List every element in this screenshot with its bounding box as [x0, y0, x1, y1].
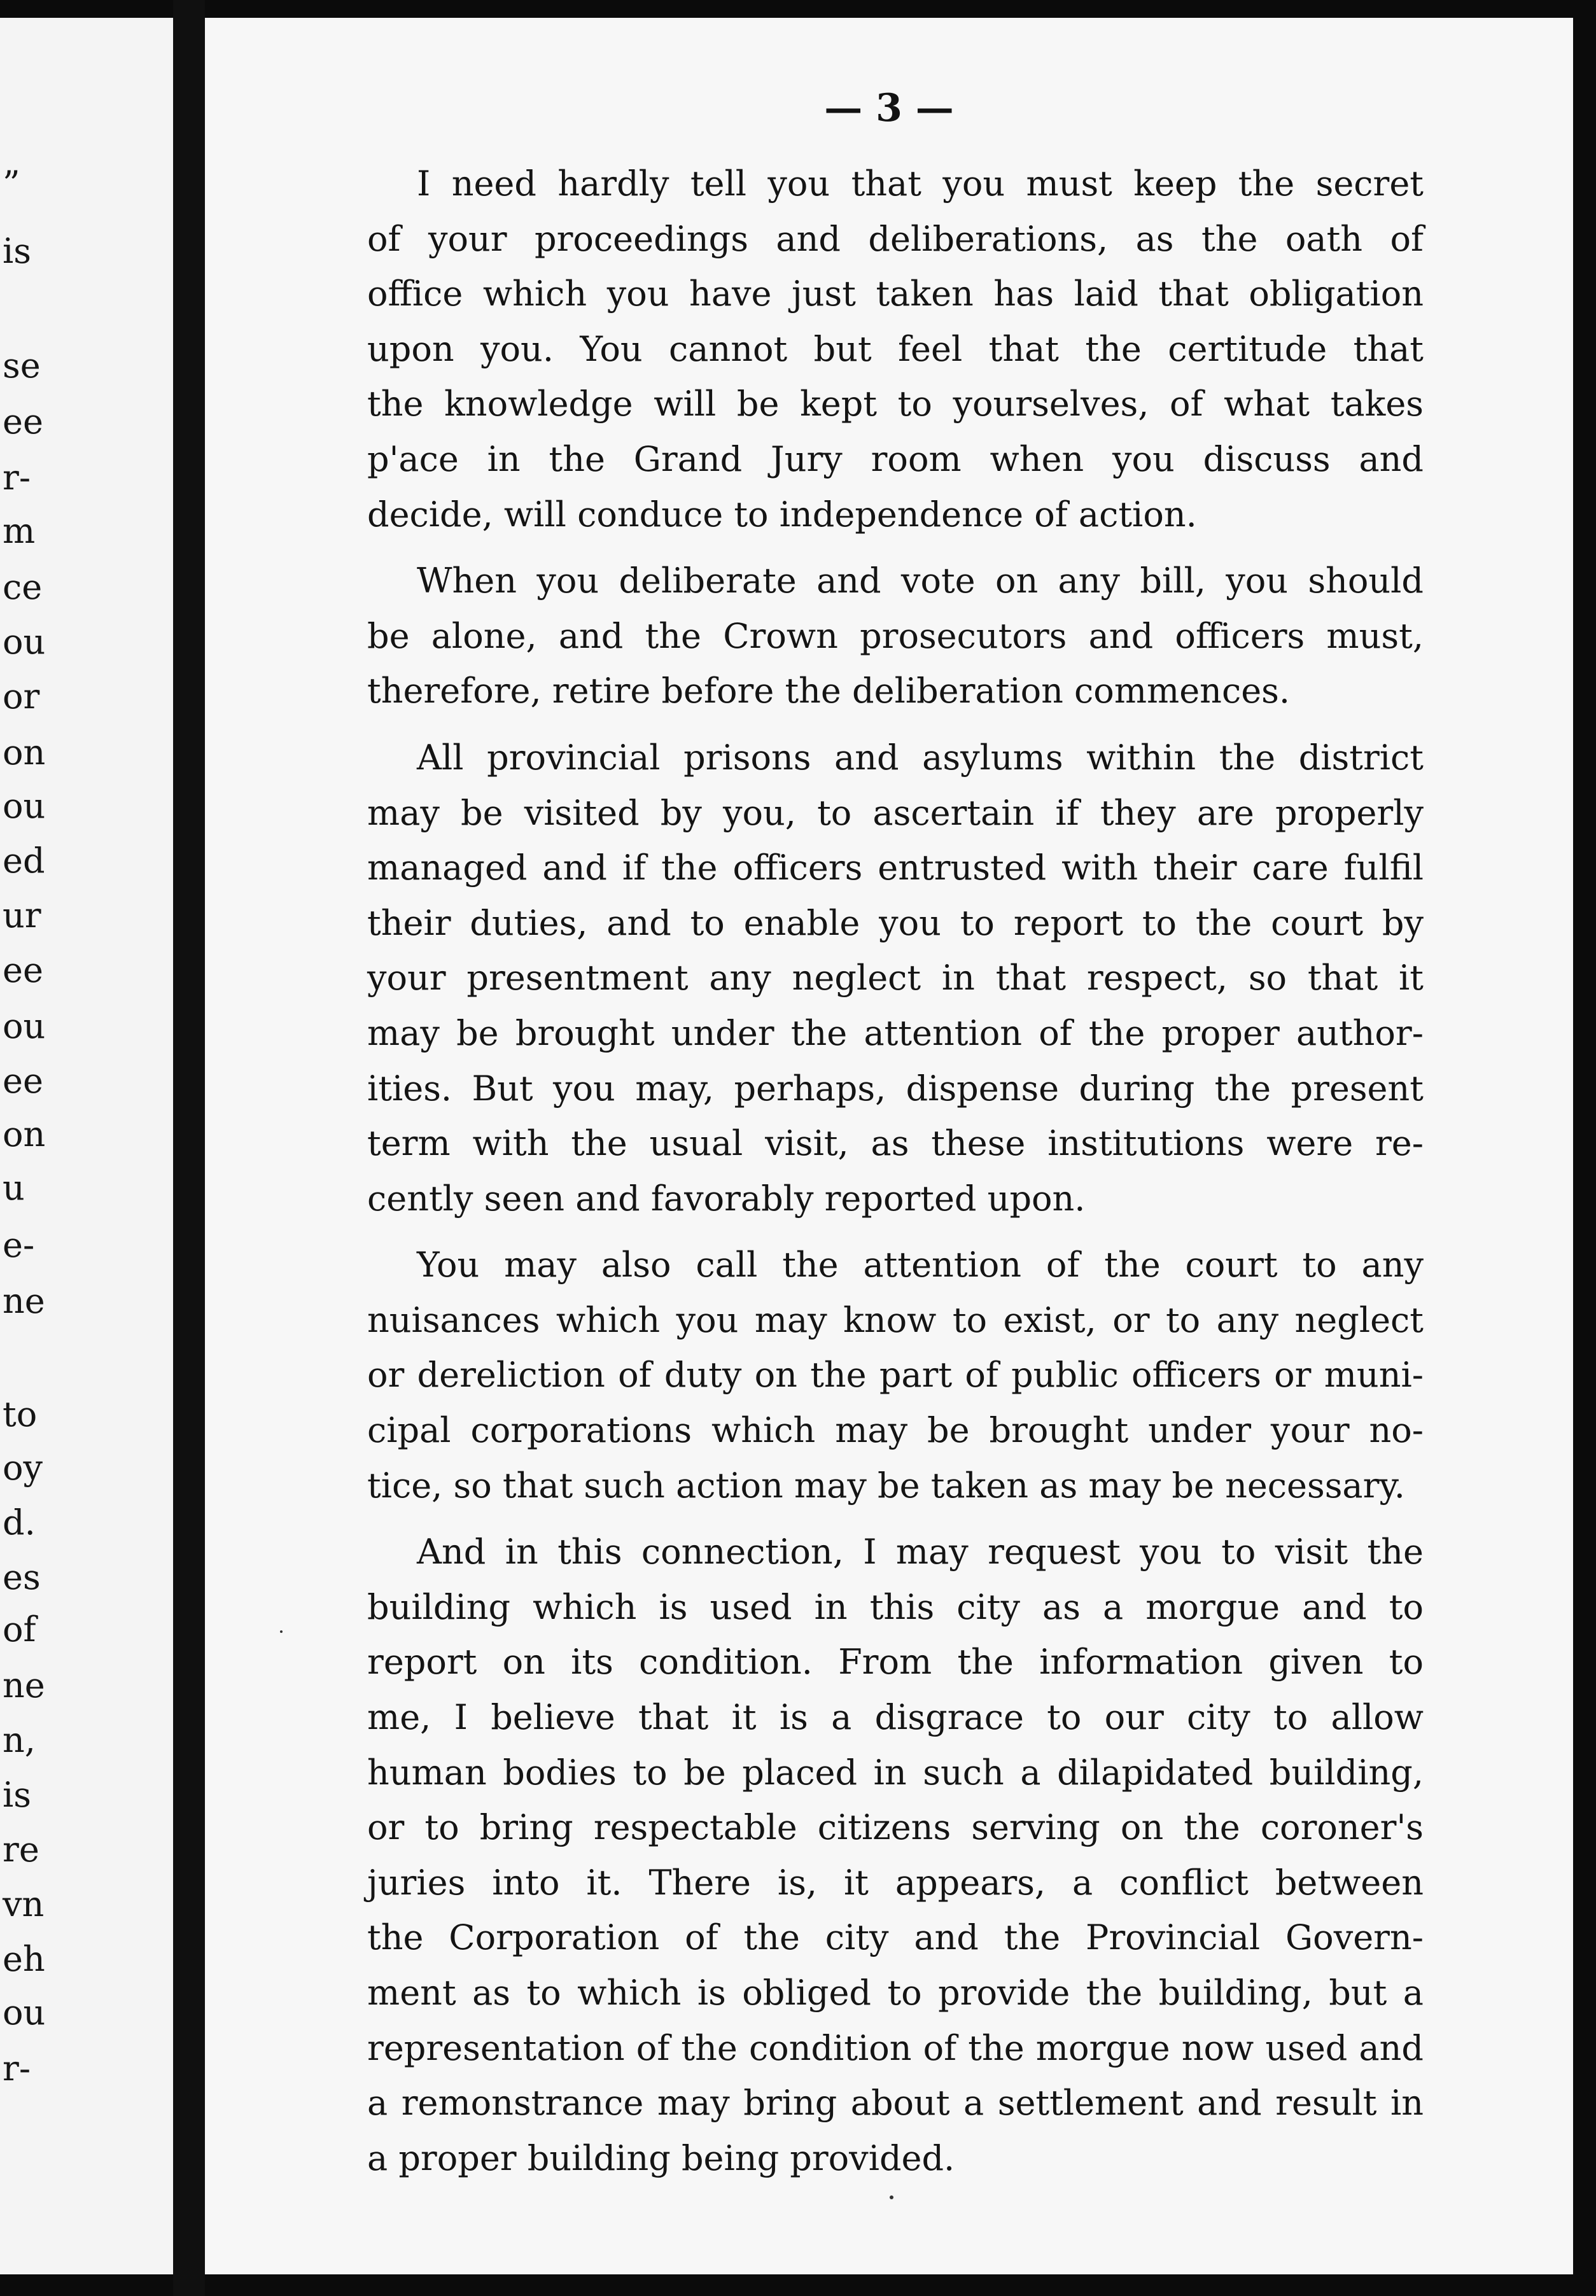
text-line: report on its condition. From the information given to	[367, 1642, 1424, 1683]
text-line: human bodies to be placed in such a dilapidated building,	[367, 1752, 1424, 1793]
left-page-fragment: vn	[3, 1884, 45, 1924]
left-page-fragment: on	[3, 732, 46, 773]
text-line: When you deliberate and vote on any bill, you should	[417, 561, 1424, 601]
text-line: be alone, and the Crown prosecutors and officers must,	[367, 615, 1424, 656]
left-page-fragment: ne	[3, 1665, 45, 1705]
left-page-fragment: ur	[3, 895, 41, 935]
text-line: juries into it. There is, it appears, a conflict between	[367, 1862, 1424, 1903]
paragraph-prisons	[367, 731, 1424, 1226]
left-page-fragment: re	[3, 1830, 39, 1870]
text-line: therefore, retire before the deliberation commences.	[367, 671, 1291, 711]
page-number: — 3 —	[824, 86, 954, 130]
left-page-fragment: of	[3, 1609, 36, 1649]
left-page-fragment: se	[3, 346, 41, 386]
left-page-fragment: or	[3, 676, 40, 717]
text-line: a remonstrance may bring about a settlement and result in	[367, 2083, 1424, 2124]
left-page-fragment: d.	[3, 1502, 36, 1543]
text-line: ment as to which is obliged to provide the building, but a	[367, 1973, 1424, 2013]
left-page-fragment: ce	[3, 567, 43, 607]
text-line: upon you. You cannot but feel that the certitude that	[367, 328, 1424, 369]
left-page-fragment: es	[3, 1557, 41, 1597]
text-line: You may also call the attention of the court to any	[417, 1245, 1424, 1285]
ink-speck	[280, 1630, 283, 1633]
paragraph-deliberation	[367, 554, 1424, 719]
book-gutter	[173, 0, 205, 2296]
left-page-fragment: ou	[3, 1006, 46, 1046]
left-page-fragment: ou	[3, 786, 46, 826]
left-page-fragment: ou	[3, 1992, 46, 2033]
left-page-fragment: oy	[3, 1448, 43, 1488]
left-page-fragment: n,	[3, 1720, 36, 1760]
text-line: term with the usual visit, as these institutions were re-	[367, 1123, 1424, 1164]
text-line: their duties, and to enable you to report to the court by	[367, 902, 1424, 943]
text-line: representation of the condition of the morgue now used and	[367, 2027, 1424, 2068]
text-line: or dereliction of duty on the part of public officers or muni-	[367, 1355, 1424, 1396]
text-line: ities. But you may, perhaps, dispense during the present	[367, 1068, 1424, 1109]
text-line: of your proceedings and deliberations, as the oath of	[367, 218, 1424, 259]
body-text	[367, 157, 1424, 2186]
text-line: managed and if the officers entrusted with their care fulfil	[367, 848, 1424, 888]
text-line: your presentment any neglect in that respect, so that it	[367, 958, 1424, 998]
text-line: building which is used in this city as a morgue and to	[367, 1586, 1424, 1627]
left-page-fragment: ed	[3, 841, 45, 881]
ink-speck	[890, 2195, 893, 2199]
text-line: I need hardly tell you that you must keep the secret	[417, 164, 1424, 204]
paragraph-secrecy	[367, 157, 1424, 542]
text-line: And in this connection, I may request you to visit the	[417, 1532, 1424, 1572]
text-line: All provincial prisons and asylums within the district	[417, 737, 1424, 778]
left-page-edge	[0, 18, 173, 2274]
left-page-fragment: ”	[3, 164, 20, 204]
left-page-fragment: r-	[3, 458, 31, 498]
text-line: the Corporation of the city and the Provincial Govern-	[367, 1917, 1424, 1958]
left-page-fragment: u	[3, 1168, 25, 1208]
text-line: tice, so that such action may be taken as may be necessary.	[367, 1465, 1405, 1506]
text-line: nuisances which you may know to exist, or to any neglect	[367, 1299, 1424, 1340]
text-line: decide, will conduce to independence of action.	[367, 494, 1197, 535]
text-line: the knowledge will be kept to yourselves, of what takes	[367, 384, 1424, 424]
left-page-fragment: is	[3, 231, 31, 271]
text-line: office which you have just taken has laid that obligation	[367, 274, 1424, 314]
left-page-fragment: m	[3, 511, 36, 551]
text-line: may be brought under the attention of the proper author-	[367, 1012, 1424, 1053]
text-line: me, I believe that it is a disgrace to our city to allow	[367, 1697, 1424, 1738]
left-page-fragment: on	[3, 1114, 46, 1154]
text-line: cipal corporations which may be brought under your no-	[367, 1410, 1424, 1451]
left-page-fragment: ou	[3, 622, 46, 662]
left-page-fragment: ee	[3, 402, 43, 442]
text-line: a proper building being provided.	[367, 2138, 955, 2178]
main-page	[205, 18, 1573, 2274]
paragraph-nuisances	[367, 1238, 1424, 1513]
text-line: cently seen and favorably reported upon.	[367, 1178, 1086, 1219]
left-page-fragment: r-	[3, 2048, 31, 2089]
paragraph-morgue	[367, 1525, 1424, 2186]
left-page-fragment: ee	[3, 950, 43, 990]
text-line: may be visited by you, to ascertain if they are properly	[367, 792, 1424, 833]
left-page-fragment: to	[3, 1394, 38, 1434]
left-page-fragment: ee	[3, 1061, 43, 1101]
text-line: or to bring respectable citizens serving on the coroner's	[367, 1807, 1424, 1848]
left-page-fragment: e-	[3, 1225, 35, 1265]
left-page-fragment: eh	[3, 1939, 45, 1979]
left-page-fragment: ne	[3, 1281, 45, 1321]
text-line: p'ace in the Grand Jury room when you discuss and	[367, 438, 1424, 479]
left-page-fragment: is	[3, 1775, 31, 1815]
